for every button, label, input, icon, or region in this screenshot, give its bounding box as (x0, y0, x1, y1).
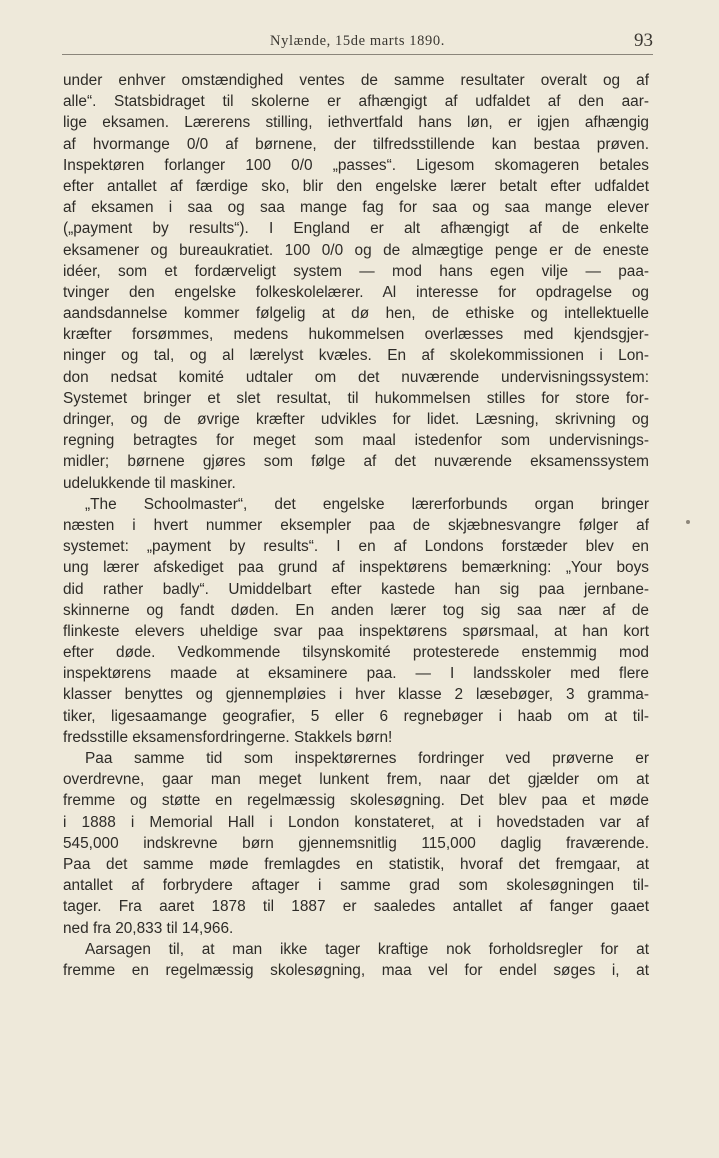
text-line: af hvormange 0/0 af børnene, der tilfredsstillende kan bestaa prøven. (63, 135, 649, 153)
paragraph-end-line: fredsstille eksamensfordringerne. Stakkels børn! (63, 728, 393, 746)
text-line: lige eksamen. Lærerens stilling, iethvertfald hans løn, er igjen afhængig (63, 114, 649, 132)
paragraph-end-line: udelukkende til maskiner. (63, 474, 236, 492)
paragraph-start-line: Aarsagen til, at man ikke tager kraftige nok forholdsregler for at (85, 940, 649, 958)
text-line: Paa det samme møde fremlagdes en statistik, hvoraf det fremgaar, at (63, 855, 649, 873)
text-line: dringer, og de øvrige kræfter udvikles for lidet. Læsning, skrivning og (63, 411, 649, 428)
text-line: Systemet bringer et slet resultat, til hukommelsen stilles for store for- (63, 389, 649, 407)
text-line: næsten i hvert nummer eksempler paa de skjæbnesvangre følger af (63, 516, 649, 534)
text-line: don nedsat komité udtaler om det nuværende undervisningssystem: (63, 368, 649, 386)
text-line: overdrevne, gaar man meget lunkent frem, naar det gjælder om at (63, 771, 649, 789)
text-line: ung lærer afskediget paa grund af inspektørens bemærkning: „Your boys (63, 559, 649, 577)
text-line: tiker, ligesaamange geografier, 5 eller 6 regnebøger i haab om at til- (63, 707, 649, 725)
text-line: alle“. Statsbidraget til skolerne er afhængigt af udfaldet af den aar- (63, 93, 649, 111)
text-line: idéer, som et fordærveligt system — mod hans egen vilje — paa- (63, 262, 649, 280)
text-line: efter antallet af færdige sko, blir den engelske lærer betalt efter udfaldet (63, 177, 649, 195)
text-line: tager. Fra aaret 1878 til 1887 er saaledes antallet af fanger gaaet (63, 898, 649, 916)
text-line: ninger og tal, og al lærelyst kvæles. En af skolekommissionen i Lon- (63, 347, 649, 365)
text-line: kræfter forsømmes, medens hukommelsen overlæsses med kjendsgjer- (63, 326, 649, 344)
text-line: tvinger den engelske folkeskolelærer. Al interesse for opdragelse og (63, 283, 649, 301)
page-header (62, 30, 653, 55)
text-line: systemet: „payment by results“. I en af Londons forstæder blev en (63, 538, 649, 556)
text-line: i 1888 i Memorial Hall i London konstateret, at i hovedstaden var af (63, 813, 649, 831)
text-line: regning betragtes for meget som maal istedenfor som undervisnings- (63, 432, 649, 450)
running-head: Nylænde, 15de marts 1890. (270, 33, 445, 49)
text-line: efter døde. Vedkommende tilsynskomité protesterede enstemmig mod (63, 644, 649, 662)
text-line: af eksamen i saa og saa mange fag for saa og saa mange elever (63, 199, 649, 217)
paragraph-start-line: Paa samme tid som inspektørernes fordringer ved prøverne er (85, 750, 649, 767)
text-line: did rather badly“. Umiddelbart efter kastede han sig paa jernbane- (63, 580, 649, 598)
text-line: Inspektøren forlanger 100 0/0 „passes“. Ligesom skomageren betales (63, 156, 649, 174)
body-text (63, 70, 649, 981)
text-line: fremme en regelmæssig skolesøgning, maa vel for endel søges i, at (63, 961, 649, 979)
text-line: midler; børnene gjøres som følge af det nuværende eksamenssystem (63, 453, 649, 471)
margin-ink-mark (686, 520, 690, 524)
text-line: 545,000 indskrevne børn gjennemsnitlig 115,000 daglig fraværende. (63, 834, 649, 852)
paragraph-end-line: ned fra 20,833 til 14,966. (63, 919, 234, 937)
paragraph-start-line: „The Schoolmaster“, det engelske lærerforbunds organ bringer (85, 495, 649, 513)
text-line: klasser benyttes og gjennempløies i hver klasse 2 læsebøger, 3 gramma- (63, 686, 649, 704)
text-line: fremme og støtte en regelmæssig skolesøgning. Det blev paa et møde (63, 792, 649, 810)
text-line: („payment by results“). I England er alt afhængigt af de enkelte (63, 220, 649, 238)
text-line: under enhver omstændighed ventes de samme resultater overalt og af (63, 72, 649, 89)
text-line: skinnerne og fandt døden. En anden lærer tog sig saa nær af de (63, 601, 649, 619)
text-line: aandsdannelse kommer følgelig at dø hen, de ethiske og intellektuelle (63, 305, 649, 323)
text-line: flinkeste elevers uheldige svar paa inspektørens spørsmaal, at han kort (63, 622, 649, 640)
text-line: antallet af forbrydere aftager i samme grad som skolesøgningen til- (63, 877, 649, 895)
text-line: inspektørens maade at eksaminere paa. — I landsskoler med flere (63, 665, 649, 683)
text-line: eksamener og bureaukratiet. 100 0/0 og de almægtige penge er de eneste (63, 241, 649, 259)
page-number: 93 (634, 30, 653, 51)
